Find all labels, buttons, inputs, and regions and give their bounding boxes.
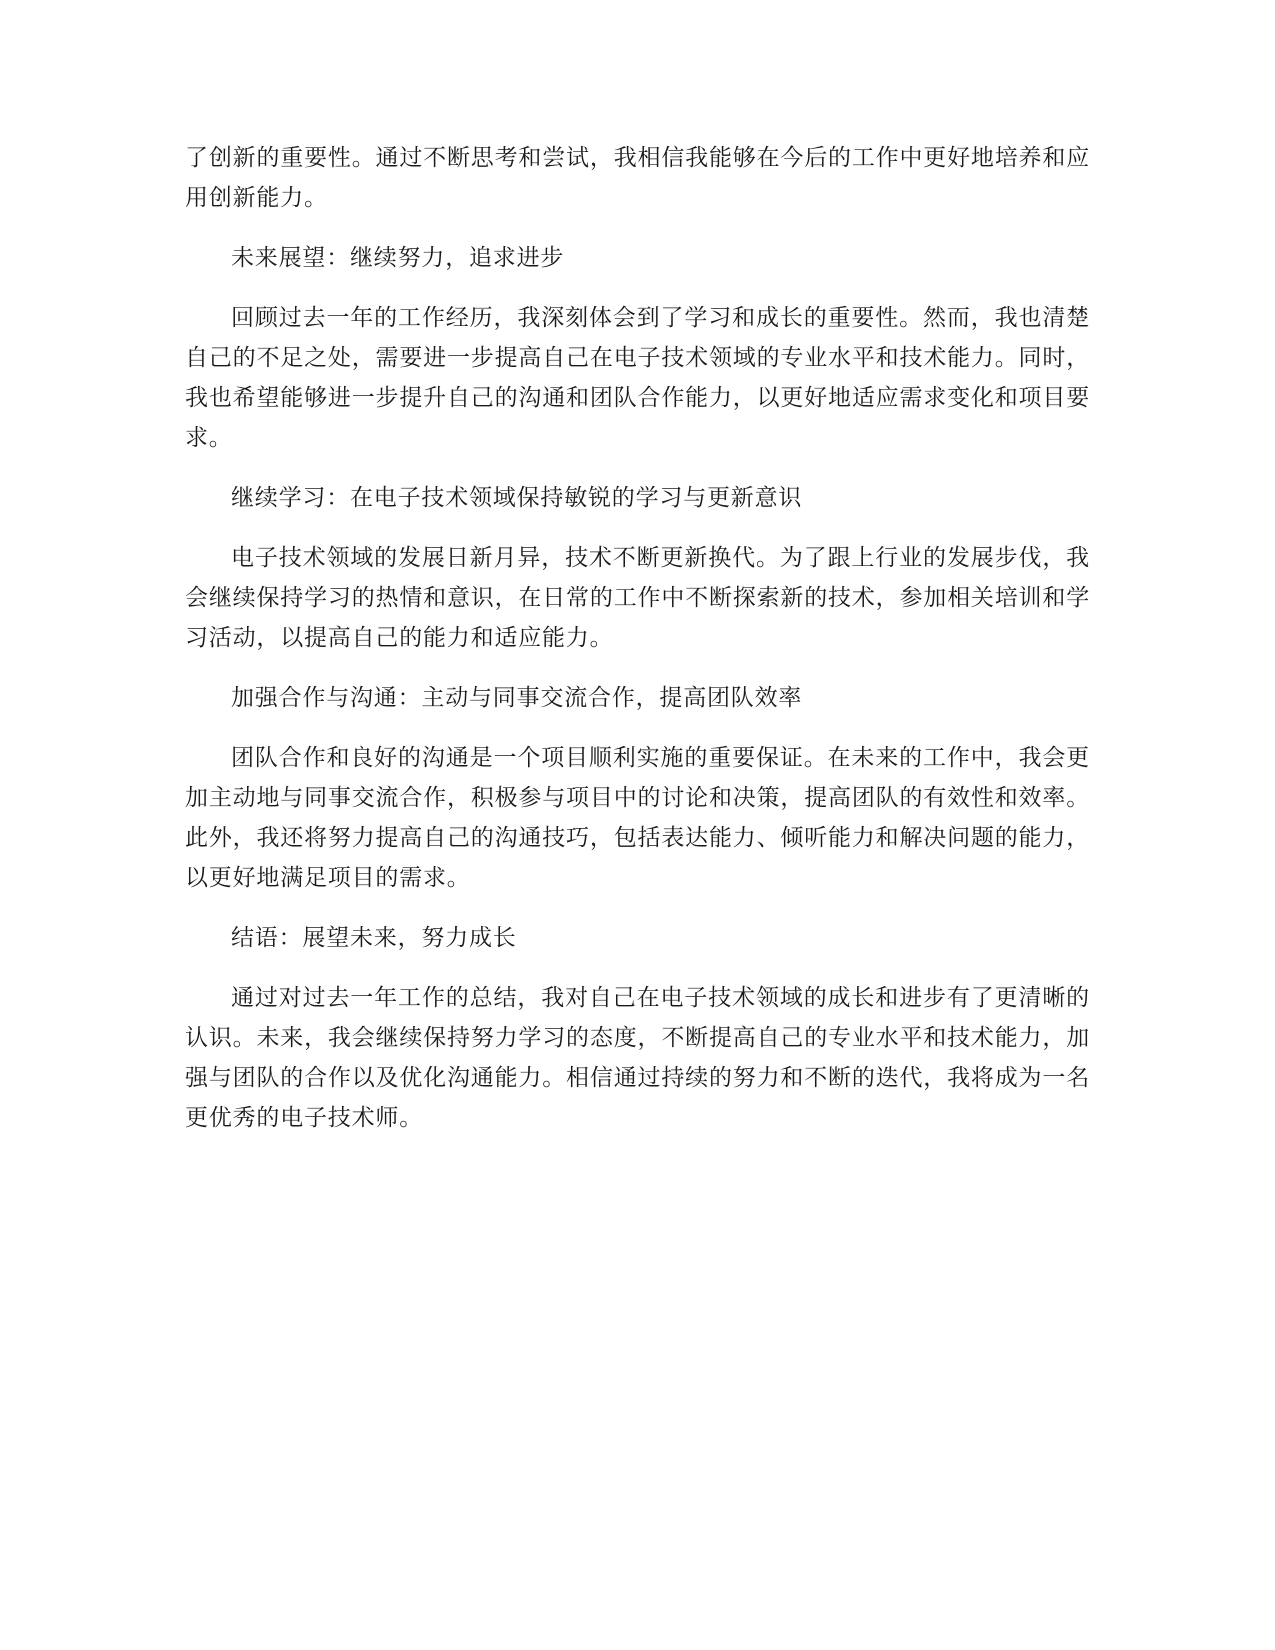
paragraph-learning: 电子技术领域的发展日新月异，技术不断更新换代。为了跟上行业的发展步伐，我会继续保持学习的热情和意识，在日常的工作中不断探索新的技术，参加相关培训和学习活动，以提高自己的能力和适应能力。 — [185, 545, 1090, 651]
section-heading-cooperation: 加强合作与沟通：主动与同事交流合作，提高团队效率 — [231, 685, 803, 711]
paragraph-review: 回顾过去一年的工作经历，我深刻体会到了学习和成长的重要性。然而，我也清楚自己的不足之处，需要进一步提高自己在电子技术领域的专业水平和技术能力。同时，我也希望能够进一步提升自己的沟通和团队合作能力，以更好地适应需求变化和项目要求。 — [185, 305, 1090, 451]
paragraph-cooperation: 团队合作和良好的沟通是一个项目顺利实施的重要保证。在未来的工作中，我会更加主动地与同事交流合作，积极参与项目中的讨论和决策，提高团队的有效性和效率。此外，我还将努力提高自己的沟通技巧，包括表达能力、倾听能力和解决问题的能力，以更好地满足项目的需求。 — [185, 745, 1090, 891]
paragraph-continuation: 了创新的重要性。通过不断思考和尝试，我相信我能够在今后的工作中更好地培养和应用创新能力。 — [185, 145, 1090, 211]
paragraph-conclusion: 通过对过去一年工作的总结，我对自己在电子技术领域的成长和进步有了更清晰的认识。未来，我会继续保持努力学习的态度，不断提高自己的专业水平和技术能力，加强与团队的合作以及优化沟通能力。相信通过持续的努力和不断的迭代，我将成为一名更优秀的电子技术师。 — [185, 985, 1090, 1131]
section-heading-continue-learning: 继续学习：在电子技术领域保持敏锐的学习与更新意识 — [231, 485, 803, 511]
section-heading-future-outlook: 未来展望：继续努力，追求进步 — [231, 245, 565, 271]
section-heading-conclusion: 结语：展望未来，努力成长 — [231, 925, 517, 951]
document-body — [185, 138, 1090, 1158]
